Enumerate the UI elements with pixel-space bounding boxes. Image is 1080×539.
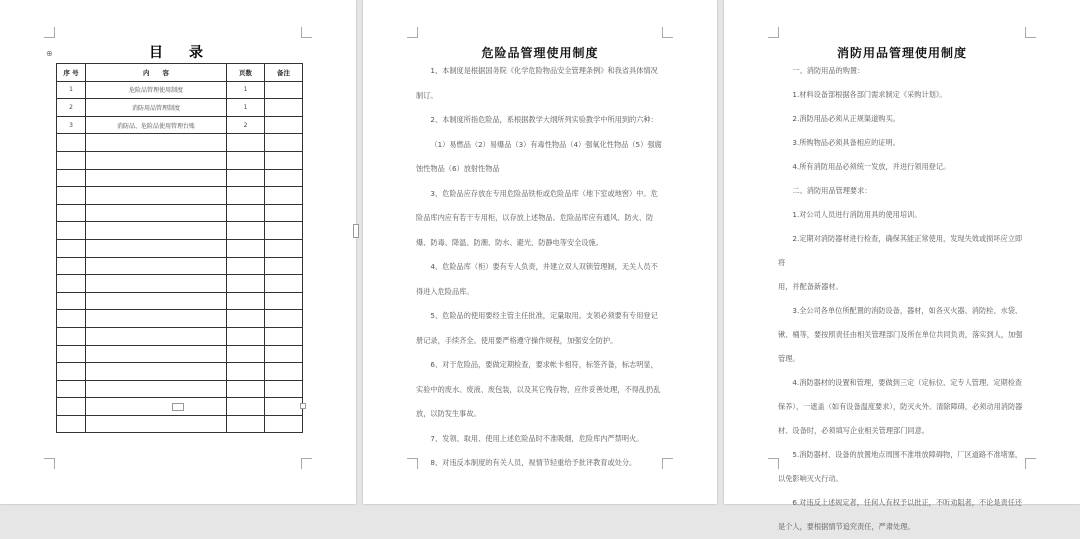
- cell-note[interactable]: [265, 257, 303, 275]
- cell-number[interactable]: [57, 275, 86, 293]
- table-row[interactable]: [57, 327, 303, 345]
- cell-content[interactable]: [86, 310, 227, 328]
- paragraph: 4、危险品库（柜）要有专人负责，并建立双人双锁管理制，无关人员不得进入危险品库。: [416, 262, 658, 296]
- paragraph: 7、发领、取用、使用上述危险品时不准吸烟，危险库内严禁明火。: [430, 433, 644, 443]
- table-row[interactable]: [57, 275, 303, 293]
- column-header-notes: 备注: [265, 64, 303, 82]
- document-title: 危险品管理使用制度: [481, 46, 599, 60]
- cell-note[interactable]: [265, 222, 303, 240]
- cell-content[interactable]: [86, 222, 227, 240]
- paragraph: （1）易燃品（2）易爆品（3）有毒性物品（4）强氧化性物品（5）强腐蚀性物品（6）放射性物品: [416, 139, 662, 173]
- table-row[interactable]: [57, 116, 303, 134]
- cell-number[interactable]: [57, 222, 86, 240]
- page-fire-equipment: [724, 0, 1080, 531]
- cell-note[interactable]: [265, 380, 303, 398]
- column-header-number: 序 号: [57, 64, 86, 82]
- cell-note[interactable]: [265, 239, 303, 257]
- paragraph: 3.所购物品必须具备相应的证明。: [792, 138, 900, 147]
- document-body[interactable]: [416, 59, 664, 476]
- cell-pages[interactable]: [227, 327, 265, 345]
- column-header-pages: 页数: [227, 64, 265, 82]
- cell-pages[interactable]: [227, 398, 265, 416]
- cell-note[interactable]: [265, 169, 303, 187]
- cell-pages[interactable]: [227, 380, 265, 398]
- cell-note[interactable]: [265, 398, 303, 416]
- table-row[interactable]: [57, 345, 303, 363]
- paragraph: 3.全公司各单位所配置的消防设备，器材，如各灭火器、消防栓、水袋、锹、桶等，要按照责任由相关管理部门及所在单位共同负责，落实到人，加强管理。: [778, 306, 1023, 363]
- paragraph: 6、对于危险品，要做定期检查，要求帐卡相符，标签齐备，标志明显，实验中的废水、废液、废包装，以及其它残存物，应作妥善处理，不得乱扔乱放，以防发生事故。: [416, 360, 661, 418]
- cell-pages[interactable]: 1: [227, 99, 265, 117]
- cell-note[interactable]: [265, 310, 303, 328]
- page-edge-handle[interactable]: [353, 224, 359, 238]
- paragraph: 4.消防器材的设置和管理，要做到三定（定标位、定专人管理、定期检查保养），一遮盖（如有设备温度要求），防灭火外。清除障碍，必须动用消防器材、设备时，必须填写企业相关管理部门同意。: [778, 378, 1023, 435]
- cell-number[interactable]: 1: [57, 81, 86, 99]
- cell-content[interactable]: [86, 363, 227, 381]
- toc-title: 目 录: [149, 45, 209, 61]
- cell-content[interactable]: [86, 204, 227, 222]
- cell-content[interactable]: [86, 187, 227, 205]
- cell-number[interactable]: 3: [57, 116, 86, 134]
- paragraph: 6.对违反上述规定者，任何人有权予以批正，不听劝阻者，不论是责任还是个人，要根据情节追究责任，严肃处理。: [778, 498, 1023, 531]
- table-resize-bottom-handle[interactable]: [172, 403, 184, 411]
- table-row[interactable]: [57, 380, 303, 398]
- cell-content[interactable]: [86, 345, 227, 363]
- cell-number[interactable]: [57, 134, 86, 152]
- cell-number[interactable]: [57, 363, 86, 381]
- paragraph: 5.消防器材、设备的放置地点周围不准堆放障碍物，厂区道路不准堵塞，以免影响灭火行动。: [778, 450, 1023, 483]
- cell-pages[interactable]: 1: [227, 81, 265, 99]
- cell-content[interactable]: [86, 239, 227, 257]
- margin-corner-mark: [44, 458, 55, 469]
- cell-content[interactable]: [86, 292, 227, 310]
- cell-number[interactable]: [57, 310, 86, 328]
- cell-pages[interactable]: [227, 187, 265, 205]
- cell-content[interactable]: [86, 169, 227, 187]
- cell-number[interactable]: 2: [57, 99, 86, 117]
- page-toc: [0, 0, 356, 504]
- cell-number[interactable]: [57, 187, 86, 205]
- cell-note[interactable]: [265, 116, 303, 134]
- cell-content[interactable]: [86, 134, 227, 152]
- cell-note[interactable]: [265, 363, 303, 381]
- cell-note[interactable]: [265, 151, 303, 169]
- cell-note[interactable]: [265, 187, 303, 205]
- cell-number[interactable]: [57, 380, 86, 398]
- cell-number[interactable]: [57, 327, 86, 345]
- cell-pages[interactable]: [227, 363, 265, 381]
- cell-pages[interactable]: [227, 239, 265, 257]
- paragraph: 二、消防用品管理要求：: [792, 186, 872, 195]
- table-row[interactable]: [57, 187, 303, 205]
- table-row[interactable]: [57, 99, 303, 117]
- margin-corner-mark: [407, 27, 418, 38]
- page-hazardous-materials: [363, 0, 717, 504]
- table-resize-corner-handle[interactable]: [300, 403, 306, 409]
- paragraph: 1.对公司人员进行消防用具的使用培训。: [792, 210, 922, 219]
- paragraph: 1.材料设备部根据各部门需求制定《采购计划》。: [792, 90, 947, 99]
- cell-number[interactable]: [57, 257, 86, 275]
- table-move-handle-icon[interactable]: ⊕: [46, 49, 53, 58]
- table-header-row: [57, 64, 303, 82]
- table-row[interactable]: [57, 363, 303, 381]
- cell-pages[interactable]: [227, 275, 265, 293]
- toc-table[interactable]: [56, 63, 303, 433]
- table-row[interactable]: [57, 415, 303, 433]
- cell-content[interactable]: [86, 380, 227, 398]
- cell-number[interactable]: [57, 398, 86, 416]
- cell-note[interactable]: [265, 415, 303, 433]
- cell-content[interactable]: 危险品管理使用制度: [86, 81, 227, 99]
- cell-note[interactable]: [265, 81, 303, 99]
- cell-pages[interactable]: [227, 310, 265, 328]
- margin-corner-mark: [662, 27, 673, 38]
- cell-number[interactable]: [57, 239, 86, 257]
- cell-note[interactable]: [265, 345, 303, 363]
- table-row[interactable]: [57, 151, 303, 169]
- cell-number[interactable]: [57, 415, 86, 433]
- cell-note[interactable]: [265, 275, 303, 293]
- table-row[interactable]: [57, 169, 303, 187]
- cell-pages[interactable]: 2: [227, 116, 265, 134]
- cell-content[interactable]: [86, 151, 227, 169]
- cell-number[interactable]: [57, 345, 86, 363]
- paragraph: 8、对违反本制度的有关人员，视情节轻重给予批评教育或处分。: [430, 458, 637, 467]
- document-title: 消防用品管理使用制度: [836, 46, 967, 60]
- cell-content[interactable]: [86, 257, 227, 275]
- paragraph: 用，并配备新器材。: [778, 282, 843, 291]
- paragraph: 5、危险品的使用要经主管主任批准，定量取用。支领必须要有专用登记册记录，手续齐全。使用要严格遵守操作规程，加强安全防护。: [416, 311, 658, 345]
- cell-pages[interactable]: [227, 204, 265, 222]
- paragraph: 3、危险品应存放在专用危险品铁柜或危险品库（地下室或地窖）中。危险品库内应有若干专用柜，以存放上述物品。危险品库应有通风、防火、防爆、防毒、降温、防潮、防水、避光、防静电等安全设施。: [416, 188, 658, 247]
- paragraph: 一、消防用品的购置：: [792, 66, 865, 75]
- cell-content[interactable]: 消防用品管理制度: [86, 99, 227, 117]
- cell-note[interactable]: [265, 292, 303, 310]
- paragraph: 2.定期对消防器材进行检查，确保其能正常使用，发现失效或损坏应立即将: [778, 234, 1023, 267]
- cell-number[interactable]: [57, 169, 86, 187]
- table-row[interactable]: [57, 257, 303, 275]
- table-row[interactable]: [57, 134, 303, 152]
- cell-pages[interactable]: [227, 222, 265, 240]
- cell-note[interactable]: [265, 204, 303, 222]
- cell-pages[interactable]: [227, 134, 265, 152]
- cell-number[interactable]: [57, 204, 86, 222]
- margin-corner-mark: [301, 458, 312, 469]
- column-header-content: 内 容: [86, 64, 227, 82]
- cell-number[interactable]: [57, 151, 86, 169]
- cell-note[interactable]: [265, 134, 303, 152]
- table-row[interactable]: [57, 239, 303, 257]
- cell-pages[interactable]: [227, 169, 265, 187]
- cell-number[interactable]: [57, 292, 86, 310]
- table-row[interactable]: [57, 292, 303, 310]
- cell-pages[interactable]: [227, 345, 265, 363]
- table-row[interactable]: [57, 204, 303, 222]
- cell-pages[interactable]: [227, 257, 265, 275]
- cell-note[interactable]: [265, 99, 303, 117]
- cell-content[interactable]: 消防品、危险品使用管理台账: [86, 116, 227, 134]
- table-row[interactable]: [57, 81, 303, 99]
- cell-pages[interactable]: [227, 292, 265, 310]
- document-body[interactable]: [778, 59, 1028, 539]
- margin-corner-mark: [301, 27, 312, 38]
- cell-pages[interactable]: [227, 151, 265, 169]
- table-row[interactable]: [57, 222, 303, 240]
- margin-corner-mark: [1025, 27, 1036, 38]
- cell-content[interactable]: [86, 327, 227, 345]
- margin-corner-mark: [768, 27, 779, 38]
- cell-content[interactable]: [86, 275, 227, 293]
- paragraph: 2、本制度所指危险品，系根据教学大纲所列实验教学中所用到的六种：: [430, 115, 658, 124]
- cell-note[interactable]: [265, 327, 303, 345]
- paragraph: 2.消防用品必须从正规渠道购买。: [792, 114, 900, 123]
- cell-pages[interactable]: [227, 415, 265, 433]
- cell-content[interactable]: [86, 398, 227, 416]
- paragraph: 4.所有消防用品必须统一发放，并进行领用登记。: [792, 162, 951, 171]
- margin-corner-mark: [44, 27, 55, 38]
- cell-content[interactable]: [86, 415, 227, 433]
- paragraph: 1、本制度是根据国务院《化学危险物品安全管理条例》和我省具体情况制订。: [416, 66, 658, 100]
- table-row[interactable]: [57, 310, 303, 328]
